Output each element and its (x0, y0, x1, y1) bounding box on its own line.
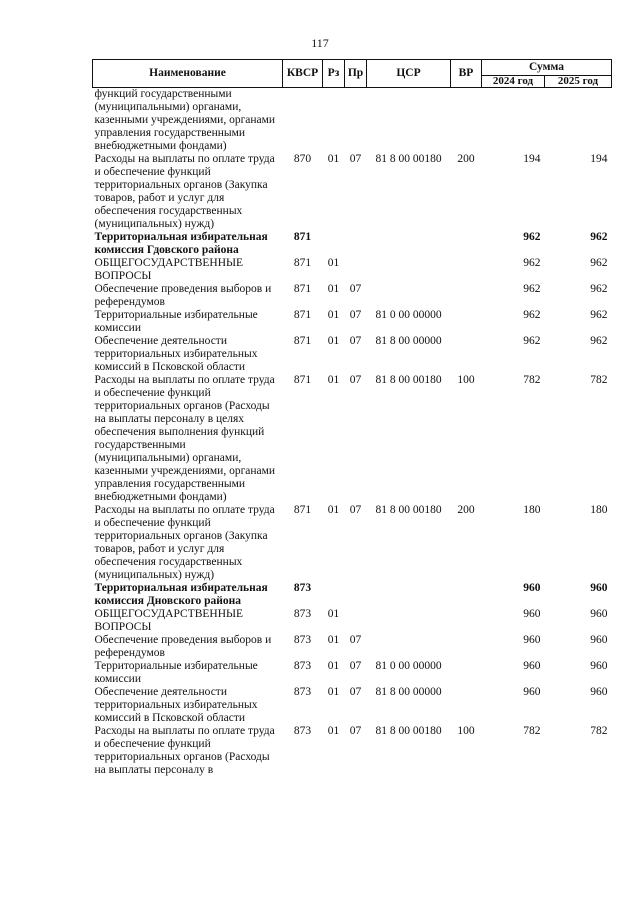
row-rz: 01 (327, 686, 340, 698)
row-rz: 01 (327, 725, 340, 737)
row-csr: 81 8 00 00180 (375, 504, 442, 516)
table-row (93, 309, 612, 335)
row-kvsr: 873 (293, 582, 312, 594)
row-kvsr: 873 (293, 660, 312, 672)
row-csr (367, 257, 451, 283)
table-row (93, 608, 612, 634)
row-amount-2024: 782 (523, 725, 541, 737)
row-amount-2024: 960 (523, 660, 541, 672)
table-body (93, 88, 612, 778)
row-pr: 07 (349, 660, 362, 672)
row-rz (323, 88, 345, 154)
row-vr (451, 309, 482, 335)
row-csr: 81 8 00 00180 (375, 374, 442, 386)
row-amount-2024: 960 (523, 608, 541, 620)
row-rz: 01 (327, 504, 340, 516)
row-rz (323, 582, 345, 608)
row-pr: 07 (349, 725, 362, 737)
row-name: Расходы на выплаты по оплате труда и обеспечение функций территориальных органов (Закупка товаров, работ и услуг для обеспечения государственных (муниципальных) нужд) (94, 153, 275, 230)
row-kvsr: 871 (293, 335, 312, 347)
header-vr: ВР (451, 60, 482, 88)
row-amount-2024: 962 (523, 257, 541, 269)
row-amount-2025: 962 (590, 257, 608, 269)
header-year-2025: 2025 год (545, 76, 612, 88)
row-vr (451, 231, 482, 257)
row-rz: 01 (327, 660, 340, 672)
row-vr (451, 283, 482, 309)
row-amount-2025: 962 (590, 309, 608, 321)
row-vr: 100 (457, 725, 475, 737)
row-csr (367, 88, 451, 154)
row-amount-2025 (545, 88, 612, 154)
row-name: Расходы на выплаты по оплате труда и обеспечение функций территориальных органов (Расходы на выплаты персоналу в (94, 725, 275, 776)
row-amount-2025: 782 (590, 725, 608, 737)
row-csr (367, 231, 451, 257)
row-vr (451, 257, 482, 283)
row-amount-2025: 960 (590, 634, 608, 646)
header-year-2024: 2024 год (482, 76, 545, 88)
row-vr: 100 (457, 374, 475, 386)
row-pr: 07 (349, 153, 362, 165)
row-pr (345, 582, 367, 608)
row-rz: 01 (327, 309, 340, 321)
row-name: Территориальная избирательная комиссия Гдовского района (94, 231, 268, 256)
row-pr (345, 257, 367, 283)
page-number: 117 (311, 36, 329, 50)
row-name: Расходы на выплаты по оплате труда и обеспечение функций территориальных органов (Закупка товаров, работ и услуг для обеспечения государственных (муниципальных) нужд) (94, 504, 275, 581)
row-rz: 01 (327, 374, 340, 386)
table-row (93, 153, 612, 231)
row-amount-2025: 962 (590, 335, 608, 347)
row-vr (451, 634, 482, 660)
row-csr (367, 283, 451, 309)
row-kvsr: 873 (293, 634, 312, 646)
row-amount-2025: 962 (590, 283, 608, 295)
header-pr: Пр (345, 60, 367, 88)
row-rz: 01 (327, 335, 340, 347)
table-row (93, 634, 612, 660)
row-amount-2025: 180 (590, 504, 608, 516)
row-kvsr: 871 (293, 374, 312, 386)
row-name: ОБЩЕГОСУДАРСТВЕННЫЕ ВОПРОСЫ (94, 257, 244, 282)
row-kvsr: 871 (293, 283, 312, 295)
row-rz: 01 (327, 283, 340, 295)
row-amount-2025: 960 (590, 686, 608, 698)
row-amount-2024: 180 (523, 504, 541, 516)
table-row (93, 231, 612, 257)
budget-table (92, 59, 612, 777)
row-name: Расходы на выплаты по оплате труда и обеспечение функций территориальных органов (Расходы на выплаты персоналу в целях обеспечения выполнения функций государственными (муниципальными) органами, казенными учреждениями, органами управления государственными внебюджетными фондами) (94, 374, 276, 503)
row-amount-2025: 962 (590, 231, 608, 243)
row-vr (451, 335, 482, 374)
row-vr (451, 582, 482, 608)
row-name: Обеспечение проведения выборов и референдумов (94, 283, 272, 308)
row-pr: 07 (349, 335, 362, 347)
header-rz: Рз (323, 60, 345, 88)
table-row (93, 725, 612, 777)
row-vr (451, 88, 482, 154)
row-rz: 01 (327, 257, 340, 269)
row-amount-2024: 962 (523, 231, 541, 243)
row-pr: 07 (349, 309, 362, 321)
row-name: Территориальные избирательные комиссии (94, 660, 258, 685)
row-name: Обеспечение проведения выборов и референдумов (94, 634, 272, 659)
header-name: Наименование (93, 60, 283, 88)
table-row (93, 88, 612, 154)
row-rz: 01 (327, 153, 340, 165)
header-sum: Сумма (482, 60, 612, 76)
row-csr: 81 8 00 00000 (375, 335, 442, 347)
row-amount-2024: 962 (523, 335, 541, 347)
row-pr: 07 (349, 283, 362, 295)
row-amount-2024: 194 (523, 153, 541, 165)
row-pr: 07 (349, 504, 362, 516)
row-csr: 81 8 00 00180 (375, 153, 442, 165)
table-row (93, 335, 612, 374)
row-amount-2024: 960 (523, 686, 541, 698)
row-csr: 81 0 00 00000 (375, 660, 442, 672)
row-csr: 81 0 00 00000 (375, 309, 442, 321)
row-amount-2024 (482, 88, 545, 154)
row-vr (451, 686, 482, 725)
row-amount-2025: 960 (590, 608, 608, 620)
row-csr: 81 8 00 00000 (375, 686, 442, 698)
row-amount-2025: 782 (590, 374, 608, 386)
row-kvsr (283, 88, 323, 154)
row-rz: 01 (327, 634, 340, 646)
row-pr (345, 231, 367, 257)
row-vr: 200 (457, 153, 475, 165)
row-pr: 07 (349, 374, 362, 386)
row-amount-2025: 960 (590, 660, 608, 672)
row-vr (451, 608, 482, 634)
table-row (93, 257, 612, 283)
row-kvsr: 870 (293, 153, 312, 165)
table-row (93, 504, 612, 582)
row-pr: 07 (349, 634, 362, 646)
row-kvsr: 873 (293, 608, 312, 620)
row-kvsr: 873 (293, 686, 312, 698)
row-name: Обеспечение деятельности территориальных избирательных комиссий в Псковской области (94, 335, 258, 373)
row-rz (323, 231, 345, 257)
table-row (93, 374, 612, 504)
row-amount-2025: 960 (590, 582, 608, 594)
row-name: Территориальные избирательные комиссии (94, 309, 258, 334)
header-csr: ЦСР (367, 60, 451, 88)
row-amount-2024: 960 (523, 634, 541, 646)
row-pr (345, 608, 367, 634)
row-vr (451, 660, 482, 686)
row-name: Обеспечение деятельности территориальных избирательных комиссий в Псковской области (94, 686, 258, 724)
row-kvsr: 873 (293, 725, 312, 737)
row-amount-2024: 782 (523, 374, 541, 386)
table-row (93, 283, 612, 309)
row-csr: 81 8 00 00180 (375, 725, 442, 737)
row-kvsr: 871 (293, 504, 312, 516)
row-amount-2025: 194 (590, 153, 608, 165)
row-kvsr: 871 (293, 257, 312, 269)
row-amount-2024: 962 (523, 283, 541, 295)
row-csr (367, 634, 451, 660)
row-amount-2024: 962 (523, 309, 541, 321)
row-amount-2024: 960 (523, 582, 541, 594)
table-header (93, 60, 612, 88)
row-name: Территориальная избирательная комиссия Дновского района (94, 582, 268, 607)
row-rz: 01 (327, 608, 340, 620)
row-vr: 200 (457, 504, 475, 516)
table-row (93, 660, 612, 686)
row-kvsr: 871 (293, 231, 312, 243)
row-pr (345, 88, 367, 154)
table-row (93, 686, 612, 725)
row-csr (367, 608, 451, 634)
row-csr (367, 582, 451, 608)
table-row (93, 582, 612, 608)
row-kvsr: 871 (293, 309, 312, 321)
row-name: функций государственными (муниципальными) органами, казенными учреждениями, органами управления государственными внебюджетными фондами) (94, 88, 276, 152)
row-name: ОБЩЕГОСУДАРСТВЕННЫЕ ВОПРОСЫ (94, 608, 244, 633)
row-pr: 07 (349, 686, 362, 698)
header-kvsr: КВСР (283, 60, 323, 88)
